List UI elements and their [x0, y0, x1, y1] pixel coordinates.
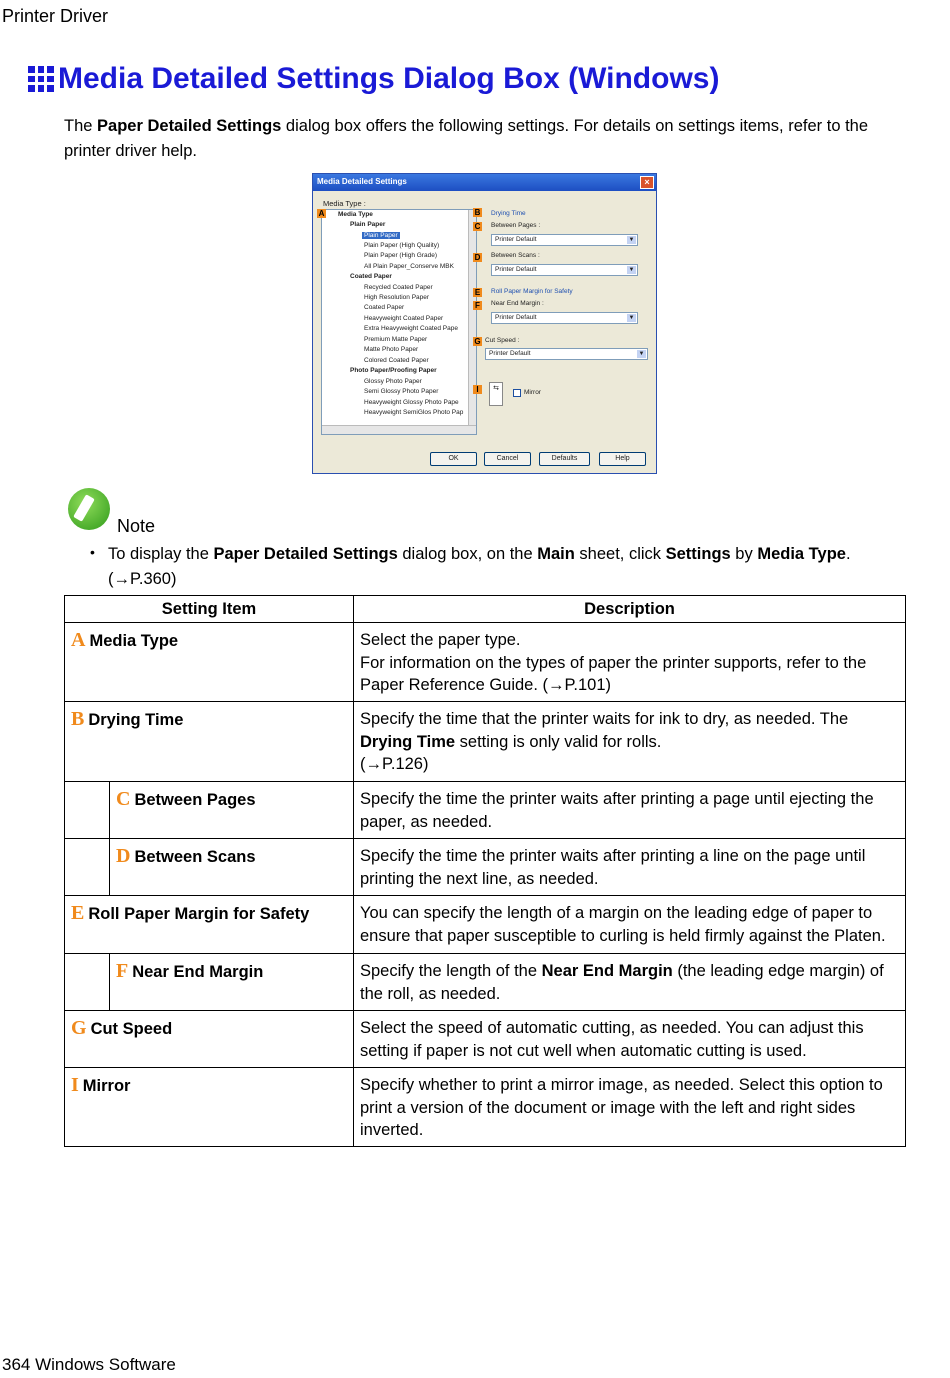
row-letter: F [116, 960, 129, 982]
desc-bold: Drying Time [360, 732, 456, 751]
between-pages-select[interactable] [491, 234, 638, 246]
row-letter: A [71, 629, 86, 651]
desc-bold: Near End Margin [541, 962, 673, 980]
row-item-label: Cut Speed [90, 1020, 173, 1038]
row-description [354, 623, 906, 702]
chevron-down-icon: ▼ [628, 267, 635, 273]
tree-item[interactable]: Heavyweight SemiGlos Photo Pap [364, 409, 464, 416]
intro-text-2: dialog box offers the following settings. For details on settings items, refer to the printer driver help. [64, 117, 869, 160]
marker-a: A [318, 209, 325, 218]
near-end-label: Near End Margin : [491, 300, 544, 307]
tree-item[interactable]: High Resolution Paper [364, 294, 430, 301]
table-row [65, 702, 906, 782]
note-text [108, 542, 868, 592]
row-item-label: Near End Margin [132, 963, 264, 981]
row-letter: B [71, 708, 85, 730]
indent-cell [65, 782, 110, 839]
row-letter: C [116, 788, 131, 810]
row-item-label: Roll Paper Margin for Safety [88, 905, 310, 923]
cut-speed-value: Printer Default [489, 350, 531, 357]
ok-button[interactable]: OK [430, 452, 477, 466]
dialog-title: Media Detailed Settings [317, 177, 407, 186]
mirror-checkbox[interactable] [513, 389, 521, 397]
tree-item[interactable]: Glossy Photo Paper [364, 378, 422, 385]
media-type-label: Media Type : [323, 199, 366, 208]
title-row [28, 62, 719, 96]
marker-g: G [474, 337, 481, 346]
tree-item[interactable]: Photo Paper/Proofing Paper [350, 367, 437, 374]
tree-item[interactable]: Semi Glossy Photo Paper [364, 388, 439, 395]
tree-item[interactable]: Heavyweight Glossy Photo Pape [364, 399, 459, 406]
desc-text: (→P.126) [360, 755, 429, 773]
tree-item[interactable]: Colored Coated Paper [364, 357, 429, 364]
tree-item[interactable]: Plain Paper [350, 221, 386, 228]
roll-margin-group-label: Roll Paper Margin for Safety [491, 288, 573, 295]
tree-item[interactable]: Media Type [338, 211, 373, 218]
intro-text-1: The [64, 117, 98, 135]
chevron-down-icon: ▼ [628, 237, 635, 243]
note-bold-3: Settings [665, 545, 731, 563]
table-row [65, 1011, 906, 1068]
chevron-down-icon: ▼ [628, 315, 635, 321]
table-row [65, 782, 906, 839]
media-type-tree[interactable] [321, 209, 477, 435]
mirror-label: Mirror [524, 389, 541, 396]
intro-bold: Paper Detailed Settings [97, 117, 282, 135]
note-bold-2: Main [537, 545, 575, 563]
note-text-2: dialog box, on the [397, 545, 538, 563]
note-bold-1: Paper Detailed Settings [213, 545, 398, 563]
chevron-down-icon: ▼ [638, 351, 645, 357]
table-row [65, 623, 906, 702]
tree-item[interactable]: Recycled Coated Paper [364, 284, 433, 291]
drying-time-group-label: Drying Time [491, 210, 526, 217]
cut-speed-label: Cut Speed : [485, 337, 520, 344]
running-footer: 364 Windows Software [2, 1355, 176, 1374]
header-description: Description [354, 596, 906, 623]
tree-item[interactable]: Plain Paper (High Quality) [364, 242, 440, 249]
note-text-5: . (→P.360) [108, 545, 851, 588]
settings-table [64, 595, 906, 1147]
row-item [65, 1068, 354, 1147]
row-description: Specify whether to print a mirror image, as needed. Select this option to print a version of the document or image with the left and right sides inverted. [354, 1068, 906, 1147]
row-description [354, 954, 906, 1011]
desc-line: For information on the types of paper the printer supports, refer to the Paper Reference Guide. (→P.101) [360, 653, 867, 694]
row-description [354, 702, 906, 782]
row-item-label: Drying Time [88, 711, 184, 729]
row-item [65, 896, 354, 954]
tree-item[interactable]: All Plain Paper_Conserve MBK [364, 263, 454, 270]
near-end-select[interactable] [491, 312, 638, 324]
tree-item[interactable]: Plain Paper (High Grade) [364, 252, 437, 259]
desc-text: Specify the time that the printer waits for ink to dry, as needed. The [360, 710, 849, 728]
row-description: Specify the time the printer waits after printing a page until ejecting the paper, as needed. [354, 782, 906, 839]
row-description: Select the speed of automatic cutting, as needed. You can adjust this setting if paper is not cut well when automatic cutting is used. [354, 1011, 906, 1068]
table-row [65, 839, 906, 896]
tree-item[interactable]: Matte Photo Paper [364, 346, 419, 353]
note-text-1: To display the [108, 545, 214, 563]
row-item-label: Between Scans [134, 848, 256, 866]
row-item [65, 702, 354, 782]
defaults-button[interactable]: Defaults [539, 452, 590, 466]
mirror-preview-icon: ⇆ [489, 382, 503, 406]
row-description: You can specify the length of a margin on the leading edge of paper to ensure that paper susceptible to curling is held firmly against the Platen. [354, 896, 906, 954]
row-item [65, 623, 354, 702]
tree-horizontal-scrollbar[interactable] [322, 425, 476, 434]
dialog-screenshot [312, 173, 657, 474]
row-description: Specify the time the printer waits after printing a line on the page until printing the next line, as needed. [354, 839, 906, 896]
tree-item-selected[interactable]: Plain Paper [364, 232, 398, 239]
cancel-button[interactable]: Cancel [484, 452, 531, 466]
header-setting-item: Setting Item [65, 596, 354, 623]
page-title: Media Detailed Settings Dialog Box (Windows) [58, 62, 720, 95]
indent-cell [65, 839, 110, 896]
tree-item[interactable]: Premium Matte Paper [364, 336, 428, 343]
tree-item[interactable]: Extra Heavyweight Coated Pape [364, 325, 458, 332]
desc-line: Select the paper type. [360, 631, 521, 649]
bullet-icon: • [90, 544, 95, 560]
row-letter: D [116, 845, 131, 867]
note-text-3: sheet, click [574, 545, 666, 563]
note-bold-4: Media Type [757, 545, 846, 563]
intro-paragraph [64, 114, 904, 164]
grid-icon [28, 66, 54, 92]
indent-cell [65, 954, 110, 1011]
tree-item[interactable]: Heavyweight Coated Paper [364, 315, 444, 322]
row-item-label: Mirror [82, 1077, 131, 1095]
running-header: Printer Driver [2, 6, 109, 26]
row-item [110, 839, 354, 896]
marker-c: C [474, 222, 481, 231]
row-item-label: Media Type [89, 632, 179, 650]
row-item [110, 954, 354, 1011]
note-pencil-icon [68, 488, 110, 530]
between-pages-value: Printer Default [495, 236, 537, 243]
table-row [65, 954, 906, 1011]
between-scans-label: Between Scans : [491, 252, 540, 259]
near-end-value: Printer Default [495, 314, 537, 321]
desc-text: setting is only valid for rolls. [455, 732, 662, 751]
row-letter: I [71, 1074, 79, 1096]
between-scans-value: Printer Default [495, 266, 537, 273]
between-pages-label: Between Pages : [491, 222, 541, 229]
marker-e: E [474, 288, 481, 297]
table-row [65, 1068, 906, 1147]
tree-item[interactable]: Coated Paper [364, 304, 405, 311]
row-item [110, 782, 354, 839]
tree-item[interactable]: Coated Paper [350, 273, 392, 280]
table-header-row [65, 596, 906, 623]
row-item [65, 1011, 354, 1068]
table-row [65, 896, 906, 954]
cut-speed-select[interactable] [485, 348, 648, 360]
row-letter: E [71, 902, 85, 924]
between-scans-select[interactable] [491, 264, 638, 276]
marker-d: D [474, 253, 481, 262]
dialog-titlebar [313, 174, 656, 191]
note-label: Note [117, 516, 156, 536]
help-button[interactable]: Help [599, 452, 646, 466]
close-icon[interactable]: × [640, 176, 654, 189]
desc-text: Specify the length of the [360, 962, 542, 980]
row-item-label: Between Pages [134, 791, 256, 809]
note-text-4: by [730, 545, 758, 563]
row-letter: G [71, 1017, 87, 1039]
marker-f: F [473, 301, 482, 310]
desc-text: (the leading edge margin) of the roll, as needed. [360, 962, 884, 1003]
marker-b: B [474, 208, 481, 217]
marker-i: I [473, 385, 482, 394]
